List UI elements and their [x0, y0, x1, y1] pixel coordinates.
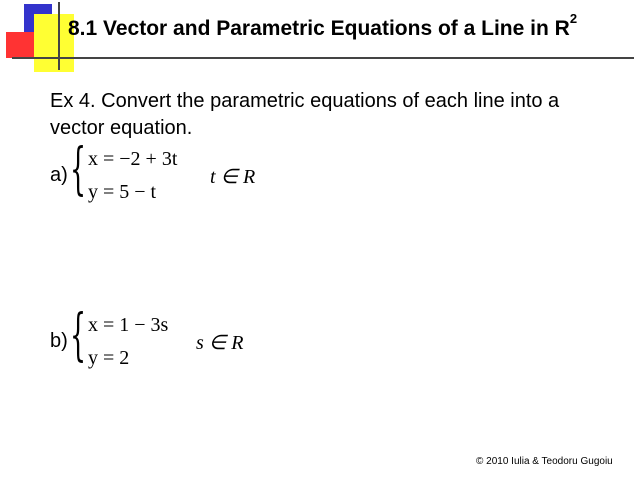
- title-underline: [12, 57, 634, 59]
- part-a-equation-x: x = −2 + 3t: [88, 148, 178, 170]
- part-b-equation-y: y = 2: [88, 347, 130, 369]
- slide-title: [68, 11, 578, 41]
- decor-vertical-line: [58, 2, 60, 70]
- slide-title-superscript: 2: [569, 11, 578, 26]
- part-b-label: b): [50, 330, 68, 352]
- part-a-label: a): [50, 164, 68, 186]
- part-a-brace: {: [70, 137, 87, 202]
- part-b-brace: {: [70, 303, 87, 368]
- part-a-equation-y: y = 5 − t: [88, 181, 157, 203]
- copyright-footer: © 2010 Iulia & Teodoru Gugoiu: [476, 456, 613, 467]
- part-b-equation-x: x = 1 − 3s: [88, 314, 169, 336]
- exercise-intro: Ex 4. Convert the parametric equations of each line into a vector equation.: [50, 90, 560, 139]
- part-a-parameter-domain: t ∈ R: [210, 166, 256, 188]
- part-b-parameter-domain: s ∈ R: [196, 332, 244, 354]
- slide-title-text: 8.1 Vector and Parametric Equations of a Line in R: [68, 17, 570, 40]
